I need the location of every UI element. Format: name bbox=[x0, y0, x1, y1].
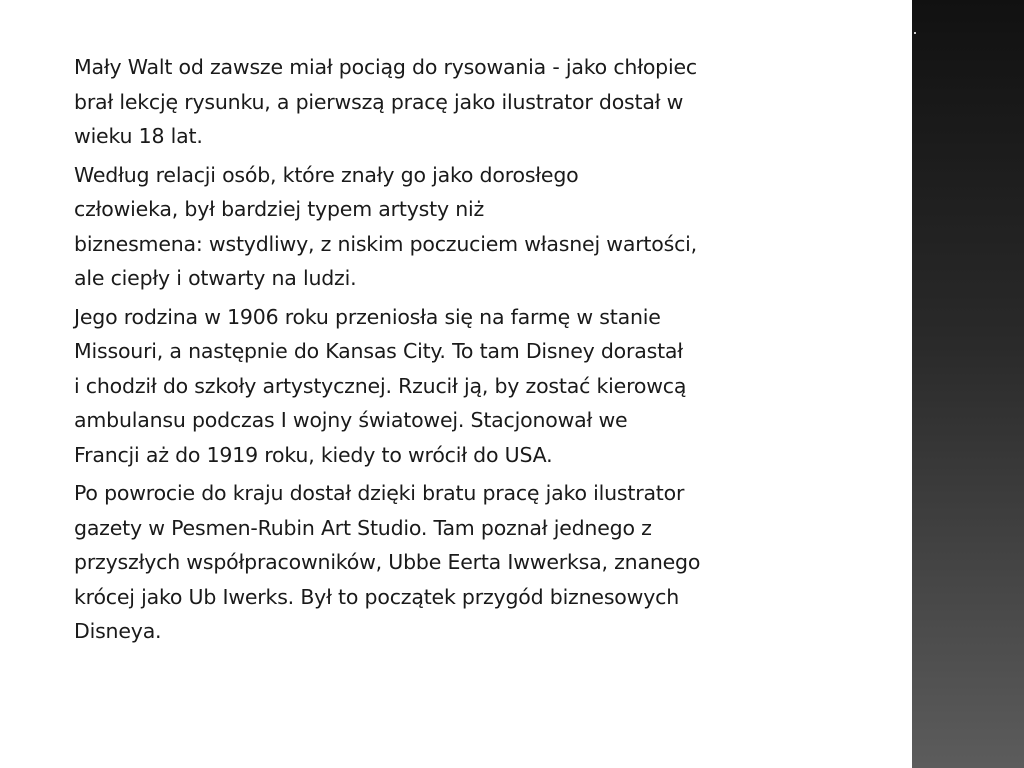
slide-body-text bbox=[74, 50, 874, 653]
decorative-side-band bbox=[912, 0, 1024, 768]
paragraph-personality: Według relacji osób, które znały go jako dorosłego człowieka, był bardziej typem artysty niż biznesmena: wstydliwy, z niskim poczuciem własnej wartości, ale ciepły i otwarty na ludzi. bbox=[74, 162, 697, 290]
paragraph-family-war: Jego rodzina w 1906 roku przeniosła się na farmę w stanie Missouri, a następnie do Kansas City. To tam Disney dorastał i chodził do szkoły artystycznej. Rzucił ją, by zostać kierowcą ambulansu podczas I wojny światowej. Stacjonował we Francji aż do 1919 roku, kiedy to wrócił do USA. bbox=[74, 304, 687, 467]
band-accent-dot bbox=[914, 32, 916, 34]
paragraph-career-start: Po powrocie do kraju dostał dzięki bratu pracę jako ilustrator gazety w Pesmen-Rubin Art Studio. Tam poznał jednego z przyszłych współpracowników, Ubbe Eerta Iwwerksa, znanego krócej jako Ub Iwerks. Był to początek przygód biznesowych Disneya. bbox=[74, 481, 701, 643]
paragraph-early-life: Mały Walt od zawsze miał pociąg do rysowania - jako chłopiec brał lekcję rysunku, a pierwszą pracę jako ilustrator dostał w wieku 18 lat. bbox=[74, 55, 697, 148]
